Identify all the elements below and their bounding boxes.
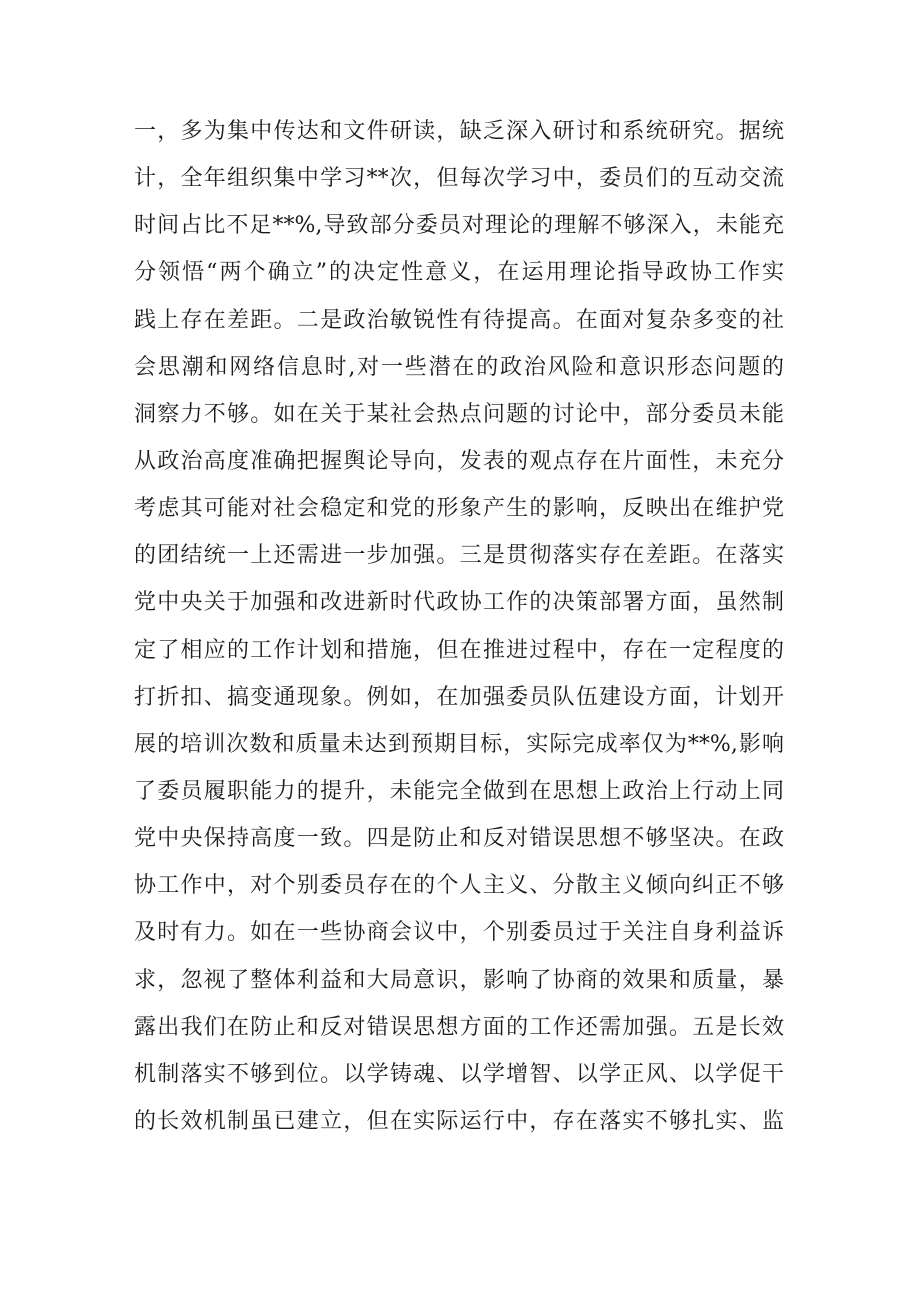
text-line: 从政治高度准确把握舆论导向，发表的观点存在片面性，未充分 [134, 448, 784, 474]
text-line: 及时有力。如在一些协商会议中，个别委员过于关注自身利益诉 [134, 920, 784, 946]
text-line: 协工作中，对个别委员存在的个人主义、分散主义倾向纠正不够 [134, 873, 784, 899]
text-line: 定了相应的工作计划和措施，但在推进过程中，存在一定程度的 [134, 637, 784, 663]
text-line: 展的培训次数和质量未达到预期目标，实际完成率仅为**%,影响 [134, 731, 784, 757]
text-line: 一，多为集中传达和文件研读，缺乏深入研讨和系统研究。据统 [134, 119, 784, 144]
text-line: 机制落实不够到位。以学铸魂、以学增智、以学正风、以学促干 [134, 1061, 784, 1087]
text-line: 的团结统一上还需进一步加强。三是贯彻落实存在差距。在落实 [134, 543, 784, 569]
text-line: 的长效机制虽已建立，但在实际运行中，存在落实不够扎实、监 [134, 1108, 784, 1134]
text-line: 时间占比不足**%,导致部分委员对理论的理解不够深入，未能充 [134, 213, 784, 239]
text-line: 打折扣、搞变通现象。例如，在加强委员队伍建设方面，计划开 [134, 684, 784, 710]
text-line: 计，全年组织集中学习**次，但每次学习中，委员们的互动交流 [134, 166, 784, 192]
text-line: 践上存在差距。二是政治敏锐性有待提高。在面对复杂多变的社 [134, 307, 784, 333]
text-line: 考虑其可能对社会稳定和党的形象产生的影响，反映出在维护党 [134, 496, 784, 522]
text-line: 洞察力不够。如在关于某社会热点问题的讨论中，部分委员未能 [134, 401, 784, 427]
text-line: 求，忽视了整体利益和大局意识，影响了协商的效果和质量，暴 [134, 967, 784, 993]
text-line: 党中央保持高度一致。四是防止和反对错误思想不够坚决。在政 [134, 826, 784, 852]
text-line: 分领悟“两个确立”的决定性意义，在运用理论指导政协工作实 [134, 260, 784, 286]
text-line: 露出我们在防止和反对错误思想方面的工作还需加强。五是长效 [134, 1014, 784, 1040]
text-line: 了委员履职能力的提升，未能完全做到在思想上政治上行动上同 [134, 778, 784, 804]
body-paragraph [134, 108, 784, 1145]
text-line: 党中央关于加强和改进新时代政协工作的决策部署方面，虽然制 [134, 590, 784, 616]
text-line: 会思潮和网络信息时,对一些潜在的政治风险和意识形态问题的 [134, 354, 784, 380]
